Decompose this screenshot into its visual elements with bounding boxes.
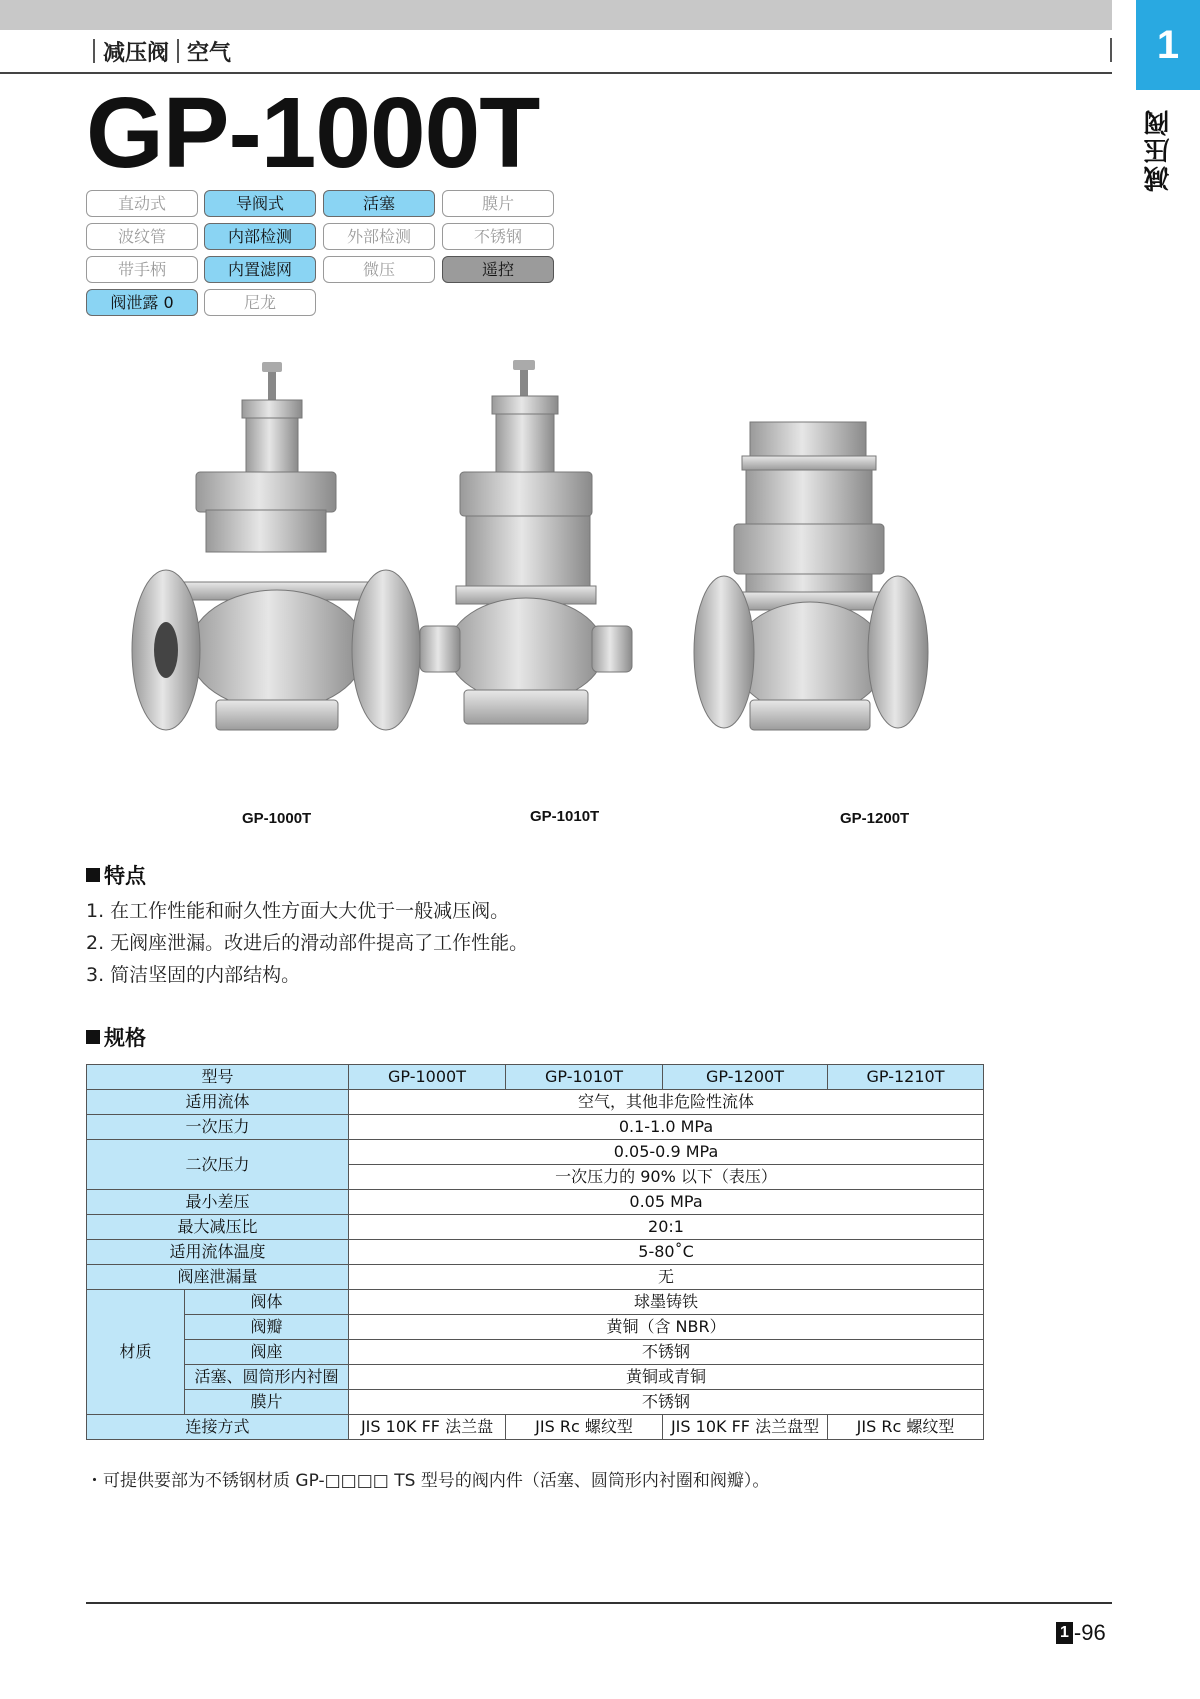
tag-stainless: 不锈钢 bbox=[442, 223, 554, 250]
spec-row-label: 适用流体 bbox=[87, 1090, 349, 1115]
tag-pilot-operated: 导阀式 bbox=[204, 190, 316, 217]
spec-row-value: 5-80˚C bbox=[349, 1240, 984, 1265]
tag-direct-acting: 直动式 bbox=[86, 190, 198, 217]
breadcrumb-end-separator bbox=[1110, 38, 1112, 62]
spec-row-label: 阀座泄漏量 bbox=[87, 1265, 349, 1290]
table-row bbox=[87, 1240, 984, 1265]
feature-item: 1. 在工作性能和耐久性方面大大优于一般减压阀。 bbox=[86, 900, 510, 922]
spec-row-value: 0.05 MPa bbox=[349, 1190, 984, 1215]
spec-row-label: 适用流体温度 bbox=[87, 1240, 349, 1265]
spec-material-part: 阀瓣 bbox=[185, 1315, 349, 1340]
page-number bbox=[1056, 1620, 1106, 1646]
spec-material-part: 活塞、圆筒形内衬圈 bbox=[185, 1365, 349, 1390]
tag-built-in-strainer: 内置滤网 bbox=[204, 256, 316, 283]
tag-bellows: 波纹管 bbox=[86, 223, 198, 250]
spec-row-value: 不锈钢 bbox=[349, 1390, 984, 1415]
spec-material-part: 膜片 bbox=[185, 1390, 349, 1415]
tag-external-sensing: 外部检测 bbox=[323, 223, 435, 250]
breadcrumb-separator bbox=[93, 39, 95, 63]
tag-low-pressure: 微压 bbox=[323, 256, 435, 283]
page-number-text: -96 bbox=[1073, 1620, 1106, 1645]
header-rule bbox=[0, 72, 1112, 74]
spec-model: GP-1200T bbox=[663, 1065, 828, 1090]
table-row bbox=[87, 1140, 984, 1165]
photo-caption-gp-1000t: GP-1000T bbox=[242, 810, 312, 827]
section-square-icon bbox=[86, 868, 100, 882]
breadcrumb-item-medium: 空气 bbox=[187, 40, 232, 66]
spec-row-value: 0.1-1.0 MPa bbox=[349, 1115, 984, 1140]
spec-model: GP-1210T bbox=[828, 1065, 984, 1090]
footer-rule bbox=[86, 1602, 1112, 1604]
table-row bbox=[87, 1315, 984, 1340]
table-row bbox=[87, 1190, 984, 1215]
spec-connection-value: JIS Rc 螺纹型 bbox=[828, 1415, 984, 1440]
spec-material-part: 阀座 bbox=[185, 1340, 349, 1365]
product-photos bbox=[130, 360, 1030, 830]
tag-diaphragm: 膜片 bbox=[442, 190, 554, 217]
tag-handle: 带手柄 bbox=[86, 256, 198, 283]
spec-heading: 规格 bbox=[86, 1022, 146, 1052]
spec-row-label: 最小差压 bbox=[87, 1190, 349, 1215]
tag-internal-sensing: 内部检测 bbox=[204, 223, 316, 250]
spec-note: ・可提供要部为不锈钢材质 GP-□□□□ TS 型号的阀内件（活塞、圆筒形内衬圈和阀瓣）。 bbox=[86, 1471, 770, 1491]
spec-row-value: 不锈钢 bbox=[349, 1340, 984, 1365]
tag-nylon: 尼龙 bbox=[204, 289, 316, 316]
tag-piston: 活塞 bbox=[323, 190, 435, 217]
table-row bbox=[87, 1115, 984, 1140]
chapter-tab: 1 bbox=[1136, 0, 1200, 90]
spec-row-value: 20:1 bbox=[349, 1215, 984, 1240]
photo-caption-gp-1200t: GP-1200T bbox=[840, 810, 910, 827]
table-row bbox=[87, 1365, 984, 1390]
spec-row-value: 0.05-0.9 MPa bbox=[349, 1140, 984, 1165]
spec-row-value: 黄铜（含 NBR） bbox=[349, 1315, 984, 1340]
table-row bbox=[87, 1390, 984, 1415]
spec-row-value: 球墨铸铁 bbox=[349, 1290, 984, 1315]
spec-connection-value: JIS Rc 螺纹型 bbox=[506, 1415, 663, 1440]
table-row bbox=[87, 1090, 984, 1115]
feature-item: 2. 无阀座泄漏。改进后的滑动部件提高了工作性能。 bbox=[86, 932, 529, 954]
spec-model-label: 型号 bbox=[87, 1065, 349, 1090]
breadcrumb-item-category: 减压阀 bbox=[103, 40, 170, 66]
spec-connection-value: JIS 10K FF 法兰盘型 bbox=[663, 1415, 828, 1440]
spec-model: GP-1010T bbox=[506, 1065, 663, 1090]
spec-material-label: 材质 bbox=[87, 1290, 185, 1415]
spec-model: GP-1000T bbox=[349, 1065, 506, 1090]
valve-gp-1200t-image bbox=[694, 422, 928, 730]
valve-gp-1010t-image bbox=[420, 360, 632, 724]
spec-row-value: 空气，其他非危险性流体 bbox=[349, 1090, 984, 1115]
spec-material-part: 阀体 bbox=[185, 1290, 349, 1315]
page-chapter-box: 1 bbox=[1056, 1622, 1073, 1644]
spec-row-value: 黄铜或青铜 bbox=[349, 1365, 984, 1390]
feature-item: 3. 简洁坚固的内部结构。 bbox=[86, 964, 301, 986]
spec-table bbox=[86, 1064, 984, 1440]
valve-gp-1000t-image bbox=[132, 362, 420, 730]
breadcrumb-separator bbox=[177, 39, 179, 63]
spec-row-label: 一次压力 bbox=[87, 1115, 349, 1140]
features-heading: 特点 bbox=[86, 860, 146, 890]
spec-row-value: 一次压力的 90% 以下（表压） bbox=[349, 1165, 984, 1190]
spec-row-label: 最大减压比 bbox=[87, 1215, 349, 1240]
tag-zero-leakage: 阀泄露 0 bbox=[86, 289, 198, 316]
photo-caption-gp-1010t: GP-1010T bbox=[530, 808, 600, 825]
tag-remote-control: 遥控 bbox=[442, 256, 554, 283]
section-square-icon bbox=[86, 1030, 100, 1044]
spec-row-label: 连接方式 bbox=[87, 1415, 349, 1440]
spec-header-row bbox=[87, 1065, 984, 1090]
top-bar bbox=[0, 0, 1112, 30]
table-row bbox=[87, 1290, 984, 1315]
side-chapter-label: 减压阀 bbox=[1144, 108, 1174, 192]
table-row bbox=[87, 1215, 984, 1240]
breadcrumb bbox=[85, 36, 231, 66]
table-row bbox=[87, 1340, 984, 1365]
page-title: GP-1000T bbox=[86, 77, 540, 189]
spec-connection-value: JIS 10K FF 法兰盘 bbox=[349, 1415, 506, 1440]
table-row bbox=[87, 1265, 984, 1290]
spec-row-label: 二次压力 bbox=[87, 1140, 349, 1190]
spec-row-value: 无 bbox=[349, 1265, 984, 1290]
table-row bbox=[87, 1415, 984, 1440]
